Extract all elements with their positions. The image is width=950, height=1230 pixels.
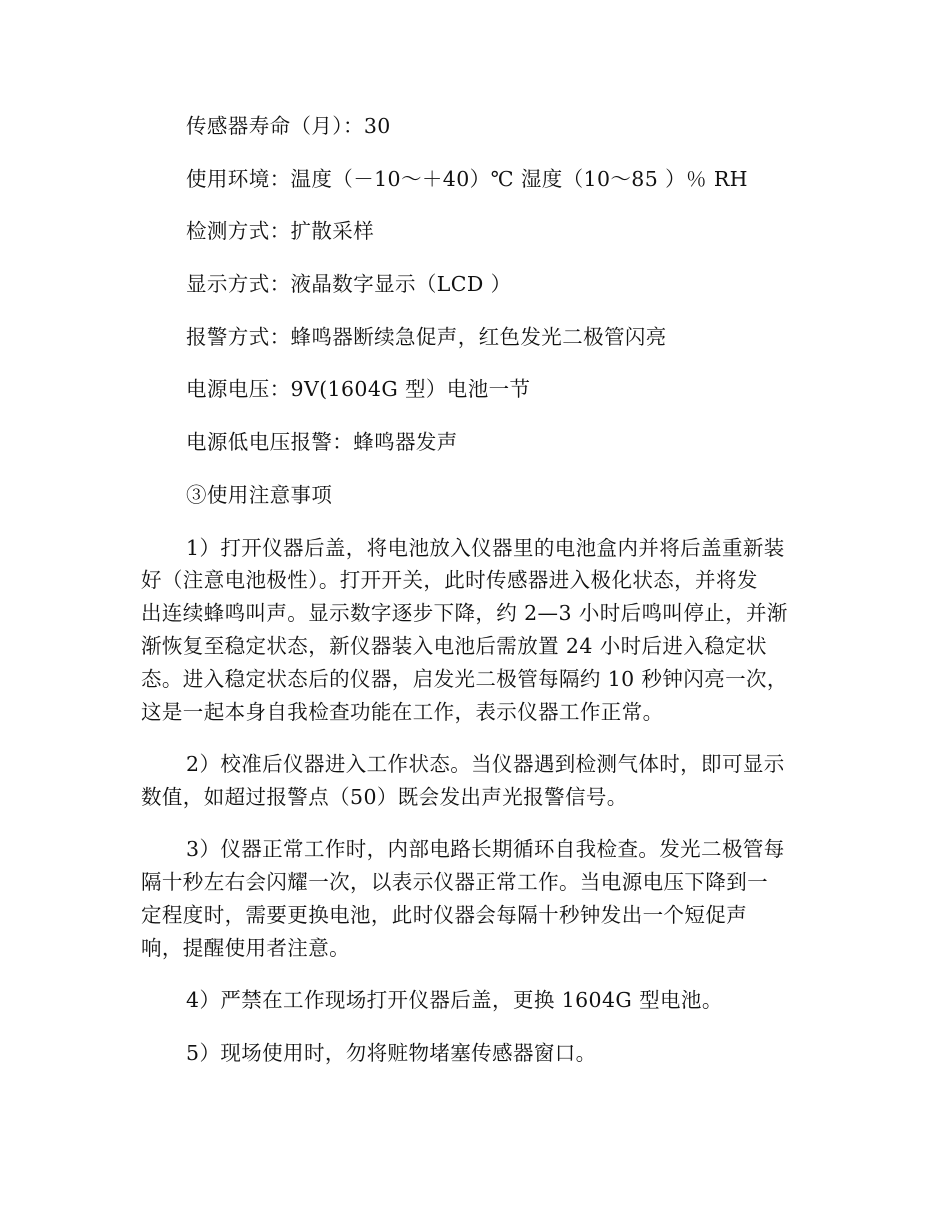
spec-display-method: 显示方式：液晶数字显示（LCD ） [186,272,512,296]
spec-low-voltage-alarm: 电源低电压报警：蜂鸣器发声 [186,430,458,454]
note-1-line-5: 态。进入稳定状态后的仪器，启发光二极管每隔约 10 秒钟闪亮一次， [141,667,788,691]
note-1-line-6: 这是一起本身自我检查功能在工作，表示仪器工作正常。 [141,700,664,724]
note-1-line-2: 好（注意电池极性）。打开开关，此时传感器进入极化状态，并将发 [141,568,758,592]
section-heading: ③使用注意事项 [186,483,333,507]
note-4-line-1: 4）严禁在工作现场打开仪器后盖，更换 1604G 型电池。 [186,988,723,1012]
note-2-line-1: 2）校准后仪器进入工作状态。当仪器遇到检测气体时，即可显示 [186,752,785,776]
note-1-line-1: 1）打开仪器后盖，将电池放入仪器里的电池盒内并将后盖重新装 [186,536,785,560]
spec-sensor-life: 传感器寿命（月）：30 [186,114,391,138]
spec-alarm-method: 报警方式：蜂鸣器断续急促声，红色发光二极管闪亮 [186,325,667,349]
note-3-line-4: 响，提醒使用者注意。 [141,936,350,960]
note-3-line-2: 隔十秒左右会闪耀一次，以表示仪器正常工作。当电源电压下降到一 [141,870,768,894]
spec-environment: 使用环境：温度（－10～＋40）℃ 湿度（10～85 ）％ RH [186,167,748,191]
note-3-line-1: 3）仪器正常工作时，内部电路长期循环自我检查。发光二极管每 [186,837,785,861]
note-3-line-3: 定程度时，需要更换电池，此时仪器会每隔十秒钟发出一个短促声 [141,903,748,927]
note-1-line-3: 出连续蜂鸣叫声。显示数字逐步下降，约 2—3 小时后鸣叫停止，并渐 [141,601,788,625]
note-5-line-1: 5）现场使用时，勿将赃物堵塞传感器窗口。 [186,1041,597,1065]
spec-power-voltage: 电源电压：9V(1604G 型）电池一节 [186,377,531,401]
spec-detection-method: 检测方式：扩散采样 [186,219,375,243]
note-1-line-4: 渐恢复至稳定状态，新仪器装入电池后需放置 24 小时后进入稳定状 [141,634,767,658]
note-2-line-2: 数值，如超过报警点（50）既会发出声光报警信号。 [141,785,628,809]
